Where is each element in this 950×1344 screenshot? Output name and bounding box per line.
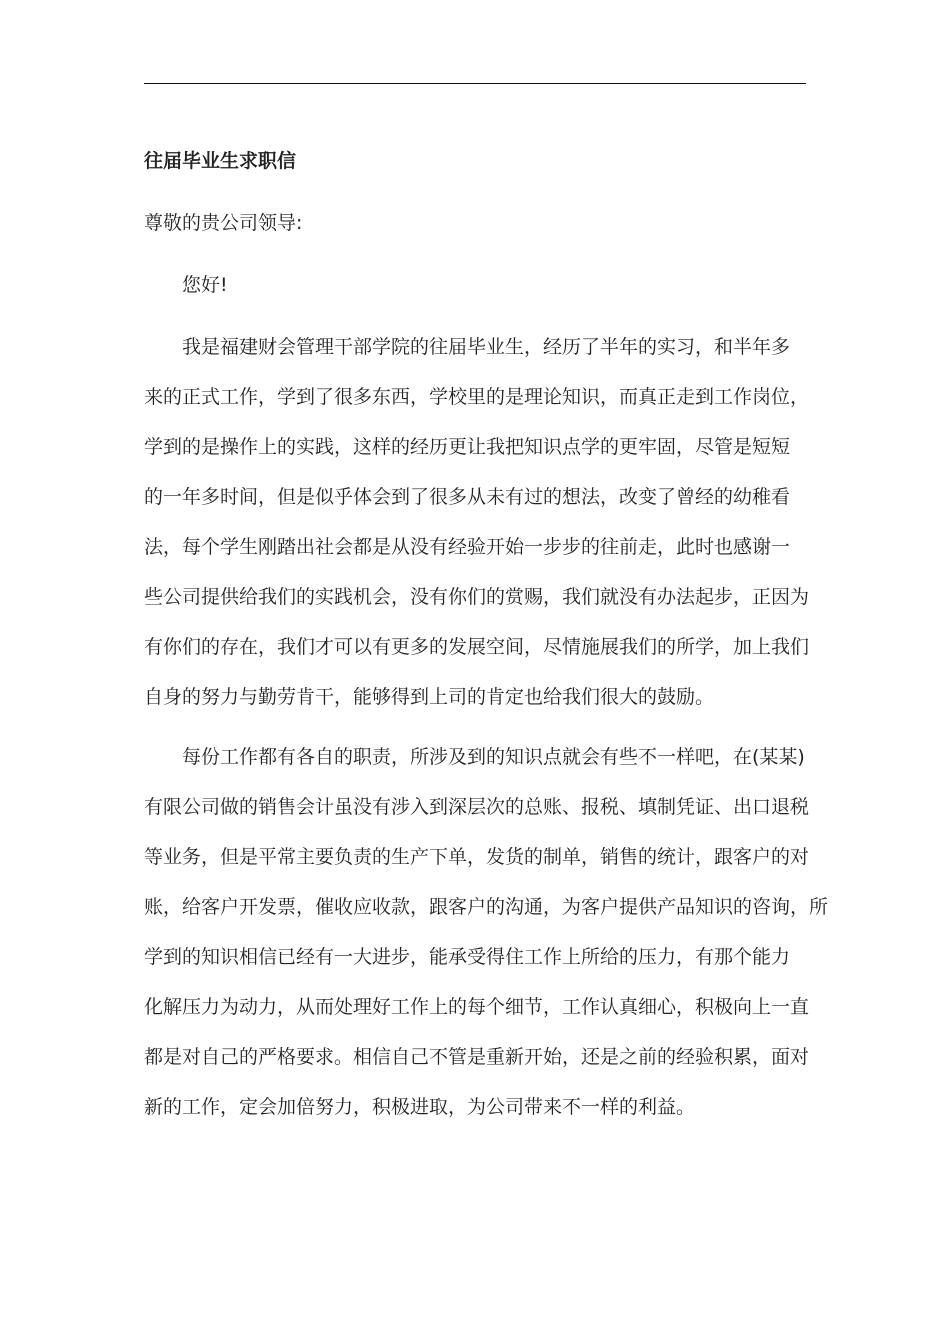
paragraph-line: 我是福建财会管理干部学院的往届毕业生，经历了半年的实习，和半年多 bbox=[182, 336, 791, 358]
paragraph-line: 有限公司做的销售会计虽没有涉入到深层次的总账、报税、填制凭证、出口退税 bbox=[144, 796, 810, 818]
paragraph-line: 学到的知识相信已经有一大进步，能承受得住工作上所给的压力，有那个能力 bbox=[144, 946, 791, 968]
paragraph-line: 化解压力为动力，从而处理好工作上的每个细节，工作认真细心，积极向上一直 bbox=[144, 996, 810, 1018]
paragraph-line: 账，给客户开发票，催收应收款，跟客户的沟通，为客户提供产品知识的咨询，所 bbox=[144, 896, 829, 918]
paragraph-line: 等业务，但是平常主要负责的生产下单，发货的制单，销售的统计，跟客户的对 bbox=[144, 846, 810, 868]
paragraph-line: 的一年多时间，但是似乎体会到了很多从未有过的想法，改变了曾经的幼稚看 bbox=[144, 486, 791, 508]
salutation: 尊敬的贵公司领导: bbox=[144, 212, 303, 234]
paragraph-line: 新的工作，定会加倍努力，积极进取，为公司带来不一样的利益。 bbox=[144, 1096, 696, 1118]
paragraph-line: 每份工作都有各自的职责，所涉及到的知识点就会有些不一样吧，在(某某) bbox=[182, 746, 805, 768]
header-rule bbox=[144, 83, 806, 84]
paragraph-line: 学到的是操作上的实践，这样的经历更让我把知识点学的更牢固，尽管是短短 bbox=[144, 436, 791, 458]
paragraph-line: 有你们的存在，我们才可以有更多的发展空间，尽情施展我们的所学，加上我们 bbox=[144, 636, 810, 658]
greeting: 您好! bbox=[182, 274, 228, 296]
paragraph-line: 来的正式工作，学到了很多东西，学校里的是理论知识，而真正走到工作岗位， bbox=[144, 386, 810, 408]
paragraph-line: 法，每个学生刚踏出社会都是从没有经验开始一步步的往前走，此时也感谢一 bbox=[144, 536, 791, 558]
paragraph-line: 些公司提供给我们的实践机会，没有你们的赏赐，我们就没有办法起步，正因为 bbox=[144, 586, 810, 608]
paragraph-line: 自身的努力与勤劳肯干，能够得到上司的肯定也给我们很大的鼓励。 bbox=[144, 686, 715, 708]
paragraph-line: 都是对自己的严格要求。相信自己不管是重新开始，还是之前的经验积累，面对 bbox=[144, 1046, 810, 1068]
page-title: 往届毕业生求职信 bbox=[144, 150, 297, 172]
